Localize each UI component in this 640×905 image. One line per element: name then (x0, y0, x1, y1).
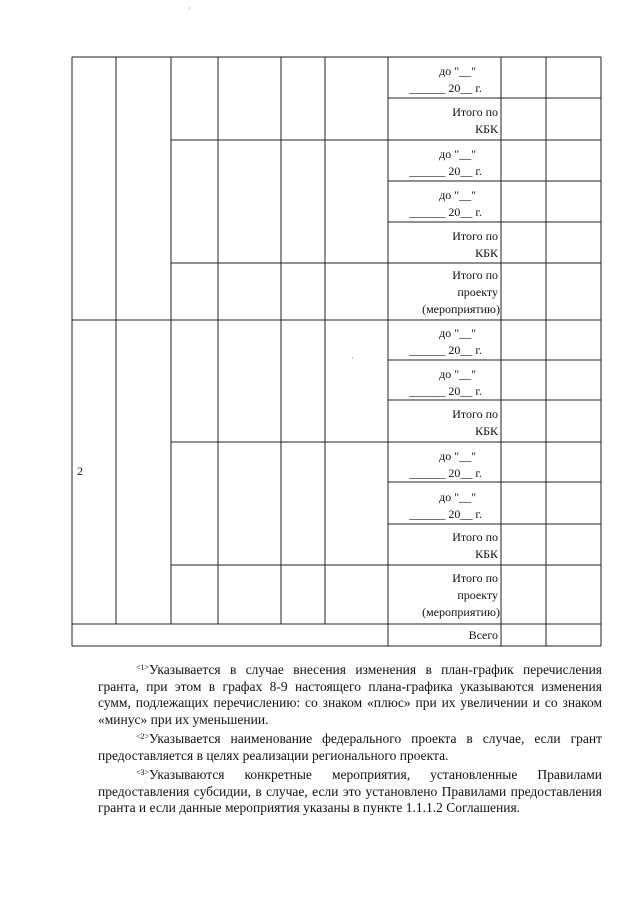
due-date-cell: до "__" ______ 20__ г. (409, 326, 482, 357)
footnote-marker: <1> (136, 663, 150, 672)
due-date-line: ______ 20__ г. (409, 81, 482, 95)
project-total-cell: Итого по проекту (мероприятию) (422, 268, 500, 316)
due-date-cell: до "__" ______ 20__ г. (409, 188, 482, 219)
kbk-total-cell: Итого по КБК (452, 407, 498, 438)
footnotes (98, 660, 602, 818)
kbk-total-cell: Итого по КБК (452, 105, 498, 136)
kbk-total-cell: Итого по КБК (452, 229, 498, 260)
footnote-text: Указывается наименование федерального проекта в случае, если грант предоставляется в целях реализации регионального проекта. (98, 731, 602, 763)
row-number: 2 (77, 464, 83, 478)
due-date-cell (390, 63, 500, 97)
project-total-cell: Итого по проекту (мероприятию) (422, 571, 500, 619)
footnote-text: Указывается в случае внесения изменения в план-график перечисления гранта, при этом в графах 8-9 настоящего плана-графика указываются изменения сумм, подлежащих перечислению: со знаком «плюс» при их увеличении и со знаком «минус» при их уменьшении. (98, 662, 602, 727)
due-date-line: до "__" (439, 64, 476, 78)
due-date-cell: до "__" ______ 20__ г. (409, 367, 482, 398)
due-date-cell: до "__" ______ 20__ г. (409, 147, 482, 178)
kbk-total-cell: Итого по КБК (452, 530, 498, 561)
footnote (98, 765, 602, 817)
scan-mark: · (351, 354, 354, 363)
due-date-cell: до "__" ______ 20__ г. (409, 490, 482, 521)
footnote-marker: <2> (136, 732, 150, 741)
footnote-marker: <3> (136, 768, 150, 777)
due-date-cell: до "__" ______ 20__ г. (409, 449, 482, 480)
footnote (98, 729, 602, 764)
scan-mark: · (188, 4, 191, 13)
grand-total-label: Всего (468, 628, 498, 642)
footnote (98, 660, 602, 728)
footnote-text: Указываются конкретные мероприятия, установленные Правилами предоставления субсидии, в случае, если это установлено Правилами предоставления гранта и если данные мероприятия указаны в пункте 1.1.1.2 Соглашения. (98, 767, 602, 815)
